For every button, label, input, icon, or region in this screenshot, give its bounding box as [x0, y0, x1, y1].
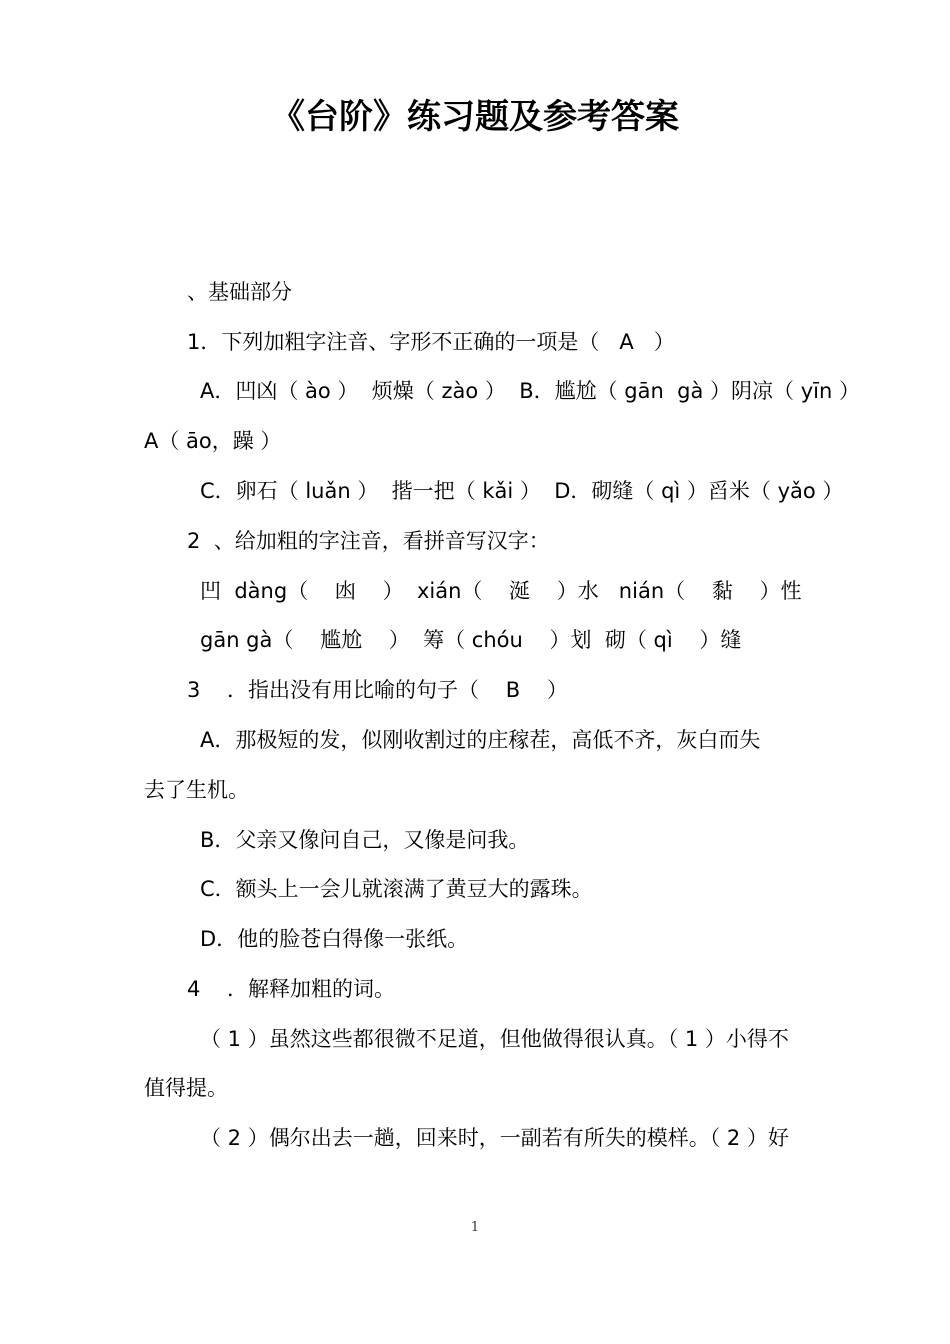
question-4-item-2: （ 2 ）偶尔出去一趟，回来时，一副若有所失的模样。（ 2 ）好 — [200, 1126, 789, 1150]
question-1-option-cd: C．卵石（ luǎn ） 揩一把（ kǎi ） D．砌缝（ qì ）舀米（ yǎo ） — [200, 479, 844, 503]
question-3-option-a: A．那极短的发，似刚收割过的庄稼茬，高低不齐，灰白而失 — [200, 728, 761, 752]
question-2-line-1: 凹 dàng（ 凼 ） xián（ 涎 ）水 nián（ 黏 ）性 — [200, 579, 802, 603]
question-4-item-1-continued: 值得提。 — [144, 1076, 228, 1100]
question-3-option-a-continued: 去了生机。 — [144, 778, 249, 802]
document-title: 《台阶》练习题及参考答案 — [271, 97, 679, 137]
question-2: 2 、给加粗的字注音，看拼音写汉字： — [187, 529, 550, 553]
question-4: 4 ．解释加粗的词。 — [187, 977, 396, 1001]
question-3-option-d: D．他的脸苍白得像一张纸。 — [200, 927, 469, 951]
section-heading: 、基础部分 — [187, 280, 292, 304]
question-3: 3 ．指出没有用比喻的句子（ B ） — [187, 678, 568, 702]
question-3-option-b: B．父亲又像问自己，又像是问我。 — [200, 828, 530, 852]
page-number: 1 — [470, 1220, 480, 1235]
question-4-item-1: （ 1 ）虽然这些都很微不足道，但他做得很认真。（ 1 ）小得不 — [200, 1027, 789, 1051]
question-1: 1．下列加粗字注音、字形不正确的一项是（ A ） — [187, 330, 675, 354]
question-1-option-ab-continued: A（ āo，躁 ） — [144, 429, 282, 453]
question-1-option-ab: A．凹凶（ ào ） 烦燥（ zào ） B．尴尬（ gān gà ）阴凉（ yīn ） — [200, 379, 860, 403]
question-2-line-2: gān gà（ 尴尬 ） 筹（ chóu ）划 砌（ qì ）缝 — [200, 628, 742, 652]
question-3-option-c: C．额头上一会儿就滚满了黄豆大的露珠。 — [200, 877, 593, 901]
